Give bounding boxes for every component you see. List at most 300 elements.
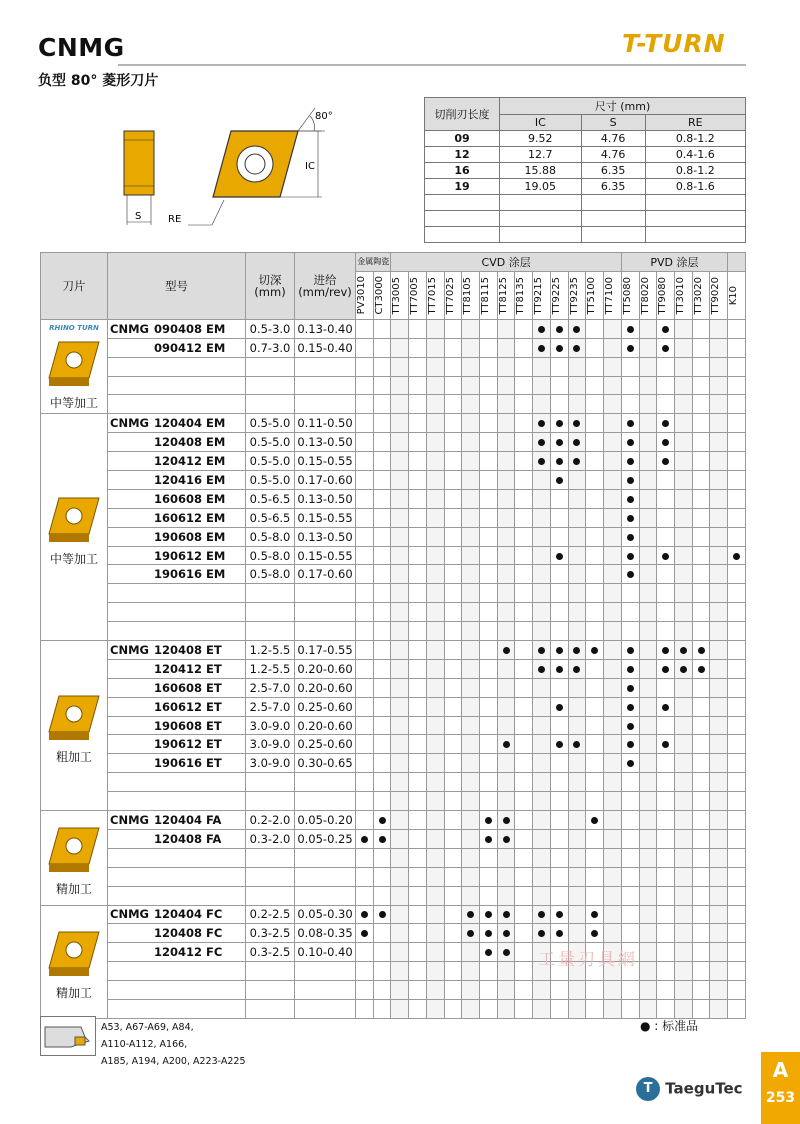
grade-cell <box>497 943 515 962</box>
depth-cell <box>246 603 295 622</box>
grade-cell <box>426 319 444 338</box>
grade-cell <box>480 319 498 338</box>
grade-cell <box>657 622 675 641</box>
grade-cell <box>497 433 515 452</box>
cnmg-insert-icon <box>45 494 103 546</box>
availability-dot <box>379 911 386 918</box>
grade-cell <box>462 773 480 792</box>
grade-cell <box>639 357 657 376</box>
grade-cell <box>604 829 622 848</box>
depth-cell: 0.3-2.5 <box>246 924 295 943</box>
grade-cell <box>497 981 515 1000</box>
grade-cell <box>480 678 498 697</box>
grade-cell <box>515 414 533 433</box>
grade-cell <box>621 659 639 678</box>
grade-cell <box>391 848 409 867</box>
grade-cell <box>462 622 480 641</box>
grade-cell <box>426 338 444 357</box>
grade-label: TT9080 <box>657 276 669 315</box>
grade-cell <box>497 716 515 735</box>
grade-cell <box>462 981 480 1000</box>
model-code: 190616 ET <box>154 756 222 771</box>
grade-cell <box>604 471 622 490</box>
grade-cell <box>639 376 657 395</box>
grade-cell <box>674 829 692 848</box>
grade-cell <box>550 471 568 490</box>
grade-cell <box>373 678 391 697</box>
grade-cell <box>692 754 710 773</box>
availability-dot <box>556 704 563 711</box>
grade-header <box>480 271 498 319</box>
depth-cell <box>246 981 295 1000</box>
grade-cell <box>692 622 710 641</box>
grade-cell <box>604 584 622 603</box>
grade-cell <box>515 433 533 452</box>
table-row <box>41 489 746 508</box>
grade-cell <box>621 622 639 641</box>
model-code: 120408 EM <box>154 435 226 450</box>
table-row <box>41 414 746 433</box>
grade-cell <box>480 924 498 943</box>
grade-cell <box>391 829 409 848</box>
cnmg-insert-icon <box>45 824 103 876</box>
grade-cell <box>674 867 692 886</box>
grade-cell <box>497 414 515 433</box>
col-feed: 进给 (mm/rev) <box>295 253 356 320</box>
grade-cell <box>621 641 639 660</box>
grade-cell <box>373 924 391 943</box>
grade-cell <box>639 527 657 546</box>
depth-cell: 2.5-7.0 <box>246 678 295 697</box>
angle-label: 80° <box>315 111 333 122</box>
feed-cell: 0.11-0.50 <box>295 414 356 433</box>
availability-dot <box>538 345 545 352</box>
insert-dimension-diagram <box>100 100 333 235</box>
grade-cell <box>426 867 444 886</box>
grade-cell <box>568 641 586 660</box>
grade-cell <box>586 886 604 905</box>
grade-cell <box>515 867 533 886</box>
grade-cell <box>621 603 639 622</box>
feed-cell <box>295 962 356 981</box>
grade-cell <box>621 433 639 452</box>
grade-cell <box>391 584 409 603</box>
grade-header <box>497 271 515 319</box>
grade-cell <box>426 489 444 508</box>
table-row <box>41 962 746 981</box>
feed-cell: 0.20-0.60 <box>295 659 356 678</box>
availability-dot <box>556 647 563 654</box>
grade-cell <box>604 641 622 660</box>
grade-cell <box>674 886 692 905</box>
model-cell <box>108 981 246 1000</box>
grade-cell <box>480 943 498 962</box>
availability-dot <box>556 911 563 918</box>
grade-cell <box>639 886 657 905</box>
grade-cell <box>568 622 586 641</box>
grade-cell <box>409 433 427 452</box>
model-cell <box>108 319 246 338</box>
grade-cell <box>586 452 604 471</box>
grade-cell <box>356 452 374 471</box>
grade-cell <box>692 678 710 697</box>
availability-dot <box>361 911 368 918</box>
grade-cell <box>462 886 480 905</box>
grade-cell <box>657 754 675 773</box>
grade-cell <box>550 811 568 830</box>
grade-cell <box>480 754 498 773</box>
model-prefix: CNMG <box>110 812 149 827</box>
grade-cell <box>444 848 462 867</box>
grade-cell <box>356 395 374 414</box>
availability-dot <box>361 930 368 937</box>
grade-cell <box>426 981 444 1000</box>
grade-cell <box>444 376 462 395</box>
grade-cell <box>604 792 622 811</box>
grade-cell <box>444 452 462 471</box>
grade-cell <box>586 678 604 697</box>
grade-cell <box>604 811 622 830</box>
s-label: S <box>135 211 142 222</box>
grade-cell <box>480 848 498 867</box>
grade-cell <box>373 754 391 773</box>
grade-cell <box>550 924 568 943</box>
grade-cell <box>604 848 622 867</box>
group-other <box>728 253 746 272</box>
dim-value: 6.35 <box>581 163 645 179</box>
availability-dot <box>627 685 634 692</box>
grade-cell <box>444 641 462 660</box>
table-row <box>41 357 746 376</box>
model-code: 160612 ET <box>154 699 222 714</box>
grade-cell <box>710 735 728 754</box>
grade-cell <box>550 338 568 357</box>
table-row <box>41 433 746 452</box>
grade-cell <box>356 716 374 735</box>
insert-image-cell <box>41 319 108 413</box>
grade-cell <box>586 999 604 1018</box>
grade-cell <box>391 641 409 660</box>
grade-cell <box>444 867 462 886</box>
grade-cell <box>586 773 604 792</box>
grade-cell <box>356 489 374 508</box>
grade-label: TT3010 <box>674 276 686 315</box>
grade-cell <box>586 792 604 811</box>
feed-cell: 0.30-0.65 <box>295 754 356 773</box>
grade-cell <box>480 735 498 754</box>
grade-header <box>515 271 533 319</box>
grade-cell <box>657 811 675 830</box>
availability-dot <box>627 420 634 427</box>
feed-cell <box>295 792 356 811</box>
grade-cell <box>604 622 622 641</box>
feed-cell: 0.17-0.55 <box>295 641 356 660</box>
grade-cell <box>409 622 427 641</box>
grade-cell <box>657 395 675 414</box>
grade-cell <box>497 452 515 471</box>
table-row <box>41 848 746 867</box>
grade-cell <box>462 924 480 943</box>
grade-cell <box>550 735 568 754</box>
availability-dot <box>627 704 634 711</box>
grade-cell <box>515 999 533 1018</box>
grade-cell <box>674 489 692 508</box>
availability-dot <box>538 647 545 654</box>
depth-cell: 0.5-5.0 <box>246 471 295 490</box>
depth-cell: 0.5-5.0 <box>246 414 295 433</box>
grade-cell <box>444 584 462 603</box>
grade-cell <box>391 489 409 508</box>
grade-cell <box>533 924 551 943</box>
grade-cell <box>533 848 551 867</box>
depth-cell <box>246 848 295 867</box>
grade-cell <box>426 999 444 1018</box>
grade-cell <box>728 867 746 886</box>
depth-cell: 1.2-5.5 <box>246 659 295 678</box>
grade-label: TT7005 <box>409 276 421 315</box>
grade-cell <box>391 716 409 735</box>
grade-cell <box>550 754 568 773</box>
grade-cell <box>710 433 728 452</box>
grade-cell <box>444 565 462 584</box>
grade-cell <box>480 829 498 848</box>
grade-cell <box>533 603 551 622</box>
availability-dot <box>662 666 669 673</box>
grade-cell <box>710 319 728 338</box>
feed-cell: 0.25-0.60 <box>295 735 356 754</box>
model-cell <box>108 584 246 603</box>
grade-cell <box>409 357 427 376</box>
grade-cell <box>621 471 639 490</box>
model-code: 120408 FA <box>154 831 222 846</box>
grade-cell <box>657 471 675 490</box>
grade-cell <box>444 773 462 792</box>
grade-cell <box>533 489 551 508</box>
grade-cell <box>426 357 444 376</box>
grade-cell <box>621 848 639 867</box>
grade-cell <box>391 678 409 697</box>
grade-label: K10 <box>728 285 740 306</box>
grade-cell <box>674 376 692 395</box>
grade-cell <box>409 697 427 716</box>
grade-cell <box>728 622 746 641</box>
grade-cell <box>639 508 657 527</box>
grade-cell <box>391 376 409 395</box>
grade-cell <box>426 754 444 773</box>
grade-cell <box>426 376 444 395</box>
grade-cell <box>356 622 374 641</box>
grade-cell <box>373 848 391 867</box>
grade-cell <box>356 792 374 811</box>
grade-cell <box>639 924 657 943</box>
grade-cell <box>639 414 657 433</box>
grade-cell <box>657 848 675 867</box>
col-insert: 刀片 <box>41 253 108 320</box>
grade-cell <box>710 848 728 867</box>
grade-cell <box>621 754 639 773</box>
grade-cell <box>657 962 675 981</box>
feed-cell: 0.17-0.60 <box>295 471 356 490</box>
grade-cell <box>550 489 568 508</box>
grade-cell <box>391 338 409 357</box>
dim-value: 0.8-1.6 <box>645 179 745 195</box>
grade-cell <box>373 867 391 886</box>
grade-cell <box>657 489 675 508</box>
grade-cell <box>621 489 639 508</box>
grade-cell <box>391 792 409 811</box>
grade-cell <box>674 811 692 830</box>
grade-cell <box>515 981 533 1000</box>
depth-cell: 0.7-3.0 <box>246 338 295 357</box>
grade-cell <box>515 697 533 716</box>
availability-dot <box>485 930 492 937</box>
availability-dot <box>485 817 492 824</box>
grade-cell <box>480 886 498 905</box>
grade-cell <box>674 999 692 1018</box>
grade-cell <box>586 603 604 622</box>
feed-cell <box>295 376 356 395</box>
grade-cell <box>692 867 710 886</box>
model-cell <box>108 338 246 357</box>
grade-cell <box>480 489 498 508</box>
grade-cell <box>480 716 498 735</box>
grade-cell <box>391 527 409 546</box>
grade-cell <box>426 546 444 565</box>
insert-image-cell <box>41 905 108 1018</box>
availability-dot <box>573 666 580 673</box>
grade-cell <box>674 622 692 641</box>
grade-cell <box>426 811 444 830</box>
grade-cell <box>550 565 568 584</box>
grade-cell <box>639 603 657 622</box>
model-code: 120408 ET <box>154 642 222 657</box>
grade-cell <box>462 792 480 811</box>
grade-cell <box>710 924 728 943</box>
table-row <box>41 697 746 716</box>
dim-empty-row <box>425 227 746 243</box>
grade-cell <box>692 527 710 546</box>
grade-cell <box>657 376 675 395</box>
grade-cell <box>444 981 462 1000</box>
table-row <box>41 338 746 357</box>
ref-line-3: A185, A194, A200, A223-A225 <box>101 1056 246 1067</box>
grade-cell <box>657 773 675 792</box>
grade-cell <box>604 508 622 527</box>
availability-dot <box>627 553 634 560</box>
grade-cell <box>373 414 391 433</box>
feed-cell: 0.05-0.30 <box>295 905 356 924</box>
grade-cell <box>373 546 391 565</box>
model-cell <box>108 659 246 678</box>
model-cell <box>108 792 246 811</box>
grade-cell <box>657 905 675 924</box>
grade-cell <box>462 943 480 962</box>
insert-image-cell <box>41 811 108 905</box>
grade-cell <box>497 735 515 754</box>
grade-cell <box>462 471 480 490</box>
grade-cell <box>391 319 409 338</box>
grade-cell <box>533 565 551 584</box>
grade-cell <box>480 508 498 527</box>
grade-cell <box>674 848 692 867</box>
grade-cell <box>621 376 639 395</box>
grade-cell <box>462 584 480 603</box>
grade-cell <box>604 735 622 754</box>
grade-cell <box>444 697 462 716</box>
availability-dot <box>503 949 510 956</box>
grade-cell <box>621 697 639 716</box>
grade-cell <box>462 811 480 830</box>
machining-type-label: 中等加工 <box>49 396 98 411</box>
grade-cell <box>373 999 391 1018</box>
model-cell <box>108 357 246 376</box>
grade-cell <box>728 735 746 754</box>
grade-cell <box>621 735 639 754</box>
grade-cell <box>568 433 586 452</box>
grade-cell <box>426 641 444 660</box>
grade-cell <box>604 452 622 471</box>
grade-cell <box>373 716 391 735</box>
grade-cell <box>568 829 586 848</box>
grade-cell <box>426 565 444 584</box>
grade-cell <box>426 527 444 546</box>
grade-cell <box>426 943 444 962</box>
grade-cell <box>426 735 444 754</box>
grade-cell <box>621 924 639 943</box>
grade-cell <box>426 924 444 943</box>
grade-cell <box>515 754 533 773</box>
grade-cell <box>621 357 639 376</box>
grade-cell <box>568 905 586 924</box>
availability-dot <box>556 458 563 465</box>
availability-dot <box>627 515 634 522</box>
grade-cell <box>497 811 515 830</box>
grade-cell <box>639 584 657 603</box>
grade-cell <box>586 716 604 735</box>
availability-dot <box>503 836 510 843</box>
grade-cell <box>604 999 622 1018</box>
grade-cell <box>639 338 657 357</box>
availability-dot <box>503 647 510 654</box>
grade-cell <box>462 962 480 981</box>
dim-col-re: RE <box>645 115 745 131</box>
grade-cell <box>497 905 515 924</box>
grade-cell <box>497 924 515 943</box>
grade-cell <box>426 622 444 641</box>
grade-cell <box>674 905 692 924</box>
grade-cell <box>409 527 427 546</box>
model-code: 160608 ET <box>154 680 222 695</box>
grade-cell <box>409 641 427 660</box>
table-row <box>41 792 746 811</box>
grade-cell <box>568 584 586 603</box>
grade-label: CT3000 <box>373 276 385 315</box>
grade-cell <box>692 792 710 811</box>
grade-cell <box>497 641 515 660</box>
grade-cell <box>515 489 533 508</box>
grade-cell <box>391 395 409 414</box>
feed-cell: 0.15-0.55 <box>295 546 356 565</box>
dim-value: 19.05 <box>500 179 582 195</box>
availability-dot <box>591 817 598 824</box>
grade-cell <box>728 471 746 490</box>
grade-cell <box>728 376 746 395</box>
model-code: 120404 EM <box>154 416 226 431</box>
grade-cell <box>409 603 427 622</box>
grade-cell <box>710 584 728 603</box>
grade-cell <box>373 641 391 660</box>
grade-cell <box>391 943 409 962</box>
